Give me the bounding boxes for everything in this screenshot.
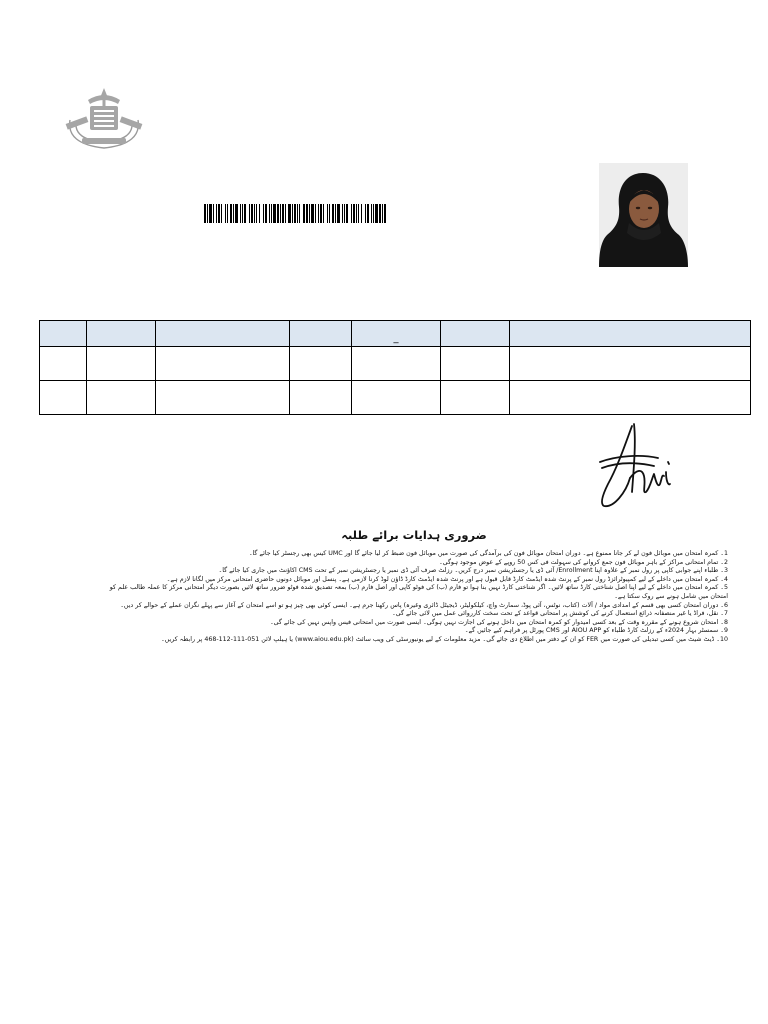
university-logo bbox=[60, 84, 148, 154]
table-cell bbox=[156, 381, 290, 415]
table-cell bbox=[290, 381, 352, 415]
table-cell bbox=[87, 381, 156, 415]
table-cell bbox=[352, 381, 441, 415]
instruction-item: 10۔ ڈیٹ شیٹ میں کسی تبدیلی کی صورت میں FER کو ان کے دفتر میں اطلاع دی جائے گی۔ مزید معلومات کے لیے یونیورسٹی کی ویب سائٹ (www.aiou.edu.pk) یا ہیلپ لائن 051-111-112-468 پر رابطہ کریں۔ bbox=[160, 635, 728, 643]
header-cell bbox=[87, 321, 156, 347]
header-cell bbox=[510, 321, 751, 347]
header-cell bbox=[290, 321, 352, 347]
instruction-item: 3۔ طلباء اپنے جوابی کاپی پر رول نمبر کے علاوہ اپنا Enrollment/ آئی ڈی یا رجسٹریشن نمبر درج کریں۔ رزلٹ صرف آئی ڈی نمبر یا رجسٹریشن نمبر کے تحت CMS اکاؤنٹ میں جاری کیا جائے گا۔ bbox=[218, 567, 728, 575]
header-cell bbox=[40, 321, 87, 347]
student-photo bbox=[599, 163, 688, 267]
table-cell bbox=[87, 347, 156, 381]
instructions-section bbox=[100, 528, 728, 645]
instruction-item: 4۔ کمرہ امتحان میں داخلے کے لیے کمپیوٹرائزڈ رول نمبر کے پرنٹ شدہ ایڈمٹ کارڈ قابل قبول ہے اور پرنٹ شدہ ایڈمٹ کارڈ ڈاؤن لوڈ کرنا لازمی ہے۔ پنسل اور موبائل دونوں حاضری امتحانی مرکز میں لگانا لازم ہے۔ bbox=[166, 575, 728, 583]
header-cell bbox=[441, 321, 510, 347]
header-cell bbox=[156, 321, 290, 347]
instruction-item: 6۔ دوران امتحان کسی بھی قسم کے امدادی مواد / آلات (کتاب، نوٹس، آئی پوڈ، سمارٹ واچ، کیلکولیٹر، ڈیجیٹل ڈائری وغیرہ) پاس رکھنا جرم ہے۔ ایسی کوئی بھی چیز ہو تو اسے امتحان کے آغاز سے پہلے نگران عملے کے حوالے کر دیں۔ bbox=[120, 601, 728, 609]
header-dash: _ bbox=[393, 333, 399, 344]
table-row bbox=[40, 381, 751, 415]
table-cell bbox=[441, 381, 510, 415]
table-cell bbox=[510, 347, 751, 381]
table-cell bbox=[40, 347, 87, 381]
instruction-item: 1۔ کمرہ امتحان میں موبائل فون لے کر جانا ممنوع ہے۔ دوران امتحان موبائل فون کی برآمدگی کی صورت میں موبائل فون ضبط کر لیا جائے گا اور UMC کیس بھی رجسٹر کیا جائے گا۔ bbox=[248, 550, 728, 557]
table-cell bbox=[156, 347, 290, 381]
instructions-title: ضروری ہدایات برائے طلبہ bbox=[341, 528, 487, 542]
table-cell bbox=[40, 381, 87, 415]
table-cell bbox=[290, 347, 352, 381]
table-row bbox=[40, 347, 751, 381]
instruction-item: 5۔ کمرہ امتحان میں داخلے کے لیے اپنا اصل شناختی کارڈ ساتھ لائیں۔ اگر شناختی کارڈ نہیں بنا ہوا تو فارم (ب) کی فوٹو کاپی اور اصل فارم (ب) بمعہ تصدیق شدہ فوٹو ضرور ساتھ لائیں بصورت دیگر امتحانی مرکز کا عملہ طالب علم کو امتحان میں شامل ہونے سے روک سکتا ہے۔ bbox=[109, 584, 728, 600]
instruction-item: 9۔ سمسٹر بہار 2024ء کے رزلٹ کارڈ طلباء کو AIOU APP اور CMS پورٹل پر فراہم کیے جائیں گے۔ bbox=[464, 627, 728, 635]
signature bbox=[596, 422, 676, 512]
table-cell bbox=[441, 347, 510, 381]
table-cell bbox=[510, 381, 751, 415]
table-header-row bbox=[40, 321, 751, 347]
instruction-item: 7۔ نقل، فراڈ یا غیر منصفانہ ذرائع استعمال کرنے کی کوشش پر امتحانی قواعد کے تحت سخت کارروائی عمل میں لائی جائے گی۔ bbox=[392, 610, 728, 618]
instruction-item: 8۔ امتحان شروع ہونے کے مقررہ وقت کے بعد کسی امیدوار کو کمرہ امتحان میں داخل ہونے کی اجازت نہیں ہوگی۔ ایسی صورت میں امتحانی فیس واپس نہیں کی جائے گی۔ bbox=[269, 618, 728, 626]
exam-schedule-table bbox=[39, 320, 751, 415]
barcode bbox=[204, 204, 386, 223]
instruction-item: 2۔ تمام امتحانی مراکز کے باہر موبائل فون جمع کروانے کی سہولت فی کس 50 روپے کے عوض موجود ہوگی۔ bbox=[439, 558, 728, 566]
header-cell bbox=[352, 321, 441, 347]
table-cell bbox=[352, 347, 441, 381]
